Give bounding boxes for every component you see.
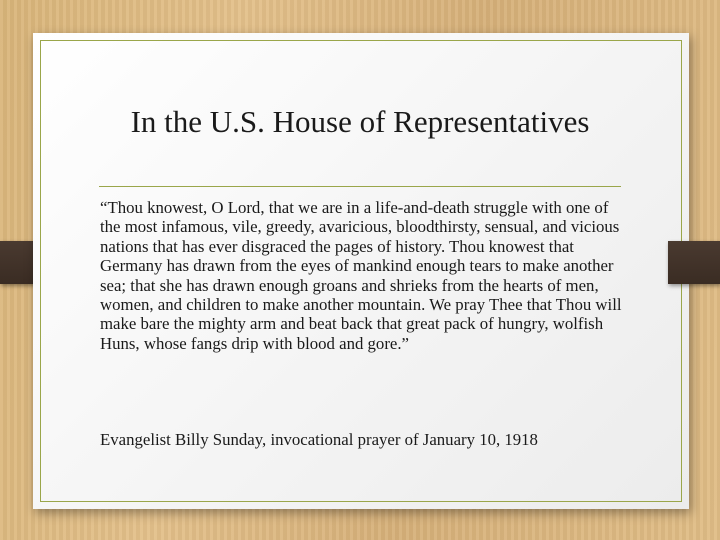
quote-paragraph: “Thou knowest, O Lord, that we are in a life-and-death struggle with one of the most infamous, vile, greedy, avaricious, bloodthirsty, sensual, and vicious nations that has ever disgraced the pages of history. Thou knowest that Germany has drawn from the eyes of mankind enough tears to make another sea; that she has drawn enough groans and shrieks from the hearts of men, women, and children to make another mountain. We pray Thee that Thou will make bare the mighty arm and beat back that great pack of hungry, wolfish Huns, whose fangs drip with blood and gore.” (100, 198, 622, 353)
slide-title: In the U.S. House of Representatives (130, 104, 590, 139)
title-divider (99, 186, 621, 187)
quote-attribution: Evangelist Billy Sunday, invocational prayer of January 10, 1918 (100, 430, 538, 449)
right-binder-clip (668, 241, 720, 284)
